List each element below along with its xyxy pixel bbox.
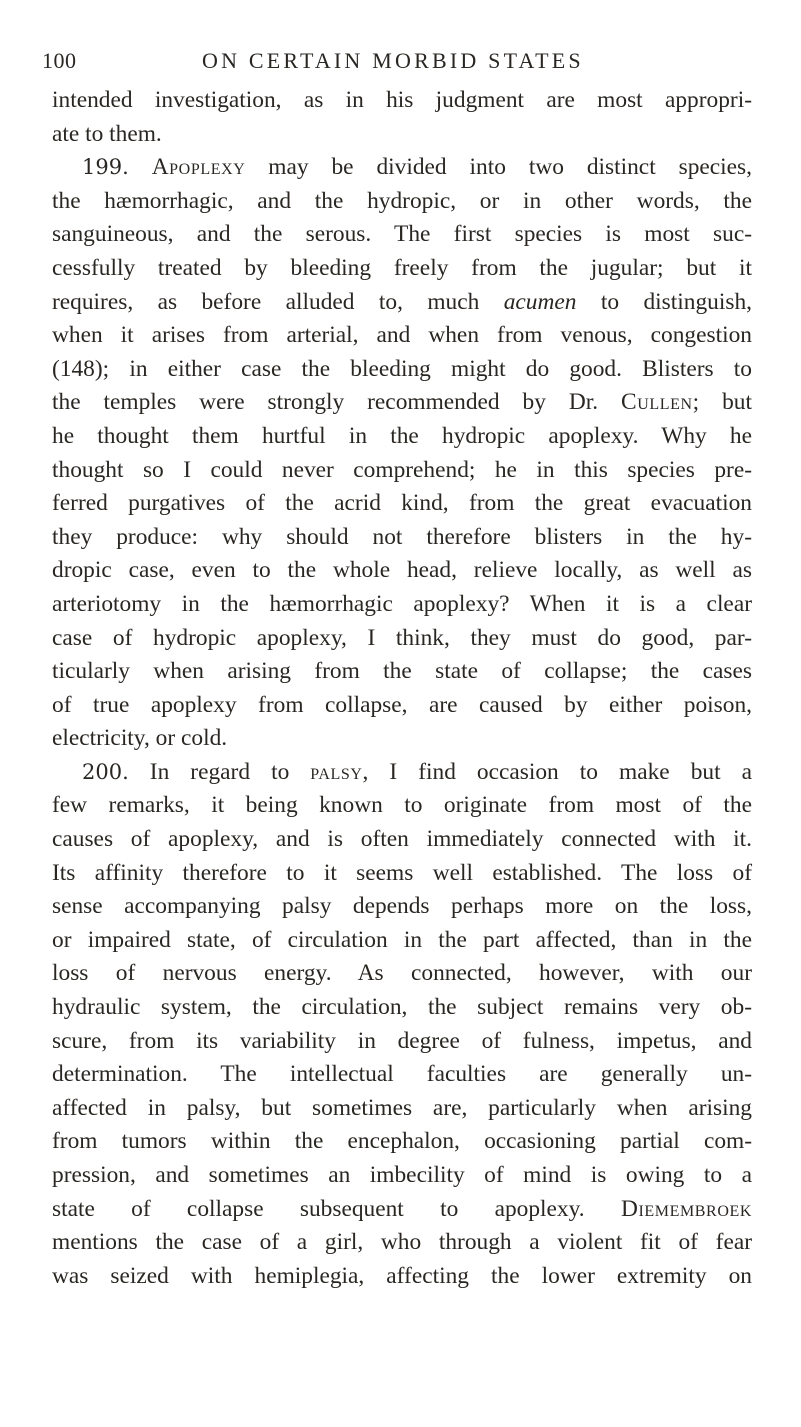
text-line-14: they produce: why should not therefore blisters in the hy- — [52, 523, 752, 550]
body-text — [52, 84, 752, 1293]
text-line-25: sense accompanying palsy depends perhaps more on the loss, — [52, 893, 752, 920]
text-line-17: case of hydropic apoplexy, I think, they must do good, par- — [52, 624, 752, 651]
text-line-29: scure, from its variability in degree of fulness, impetus, and — [52, 1027, 752, 1054]
text-line-27: loss of nervous energy. As connected, however, with our — [52, 960, 752, 987]
text-line-16: arteriotomy in the hæmorrhagic apoplexy? When it is a clear — [52, 590, 752, 617]
text-line-31: affected in palsy, but sometimes are, particularly when arising — [52, 1094, 752, 1121]
text-line-22: few remarks, it being known to originate from most of the — [52, 792, 752, 819]
text-line-33: pression, and sometimes an imbecility of mind is owing to a — [52, 1162, 752, 1188]
text-line-10: the temples were strongly recommended by Dr. Cullen; but — [52, 389, 752, 416]
text-line-7: requires, as before alluded to, much acumen to distinguish, — [52, 288, 753, 315]
text-line-13: ferred purgatives of the acrid kind, from the great evacuation — [52, 490, 752, 517]
text-line-32: from tumors within the encephalon, occasioning partial com- — [52, 1128, 752, 1155]
section-number-199: 199. — [82, 155, 129, 180]
section-number-200: 200. — [82, 759, 129, 784]
text-line-11: he thought them hurtful in the hydropic apoplexy. Why he — [52, 422, 752, 449]
text-line-20: electricity, or cold. — [52, 725, 228, 752]
text-line-24: Its affinity therefore to it seems well established. The loss of — [52, 859, 752, 886]
text-line-1: intended investigation, as in his judgment are most appropri- — [52, 87, 752, 113]
text-line-18: ticularly when arising from the state of collapse; the cases — [52, 658, 752, 685]
text-line-12: thought so I could never comprehend; he in this species pre- — [52, 456, 752, 483]
text-line-15: dropic case, even to the whole head, relieve locally, as well as — [52, 557, 752, 584]
text-line-5: sanguineous, and the serous. The first species is most suc- — [52, 221, 752, 248]
text-line-9: (148); in either case the bleeding might do good. Blisters to — [52, 355, 752, 382]
text-line-4: the hæmorrhagic, and the hydropic, or in other words, the — [52, 187, 752, 214]
text-line-6: cessfully treated by bleeding freely from the jugular; but it — [52, 254, 752, 281]
text-line-21: 200. In regard to palsy, I find occasion to make but a — [82, 758, 752, 785]
text-line-30: determination. The intellectual faculties are generally un- — [52, 1061, 752, 1088]
running-head — [42, 48, 742, 78]
term-apoplexy: Apoplexy — [151, 154, 246, 181]
text-line-19: of true apoplexy from collapse, are caused by either poison, — [52, 691, 752, 718]
text-line-36: was seized with hemiplegia, affecting the lower extremity on — [52, 1262, 752, 1289]
text-line-34: state of collapse subsequent to apoplexy. Diemembroek — [52, 1195, 752, 1222]
text-line-23: causes of apoplexy, and is often immediately connected with it. — [52, 826, 752, 853]
text-line-8: when it arises from arterial, and when from venous, congestion — [52, 322, 752, 349]
text-line-35: mentions the case of a girl, who through a violent fit of fear — [52, 1229, 752, 1256]
name-diemembroek: Diemembroek — [620, 1195, 752, 1222]
text-line-2: ate to them. — [52, 120, 162, 147]
running-title: ON CERTAIN MORBID STATES — [202, 48, 584, 73]
text-line-26: or impaired state, of circulation in the part affected, than in the — [52, 926, 752, 953]
term-acumen: acumen — [503, 288, 577, 315]
page-number: 100 — [42, 48, 77, 73]
text-line-28: hydraulic system, the circulation, the subject remains very ob- — [52, 994, 752, 1021]
text-line-3: 199. Apoplexy may be divided into two distinct species, — [82, 154, 752, 181]
term-palsy: palsy — [310, 758, 363, 785]
name-cullen: Cullen — [621, 389, 693, 416]
